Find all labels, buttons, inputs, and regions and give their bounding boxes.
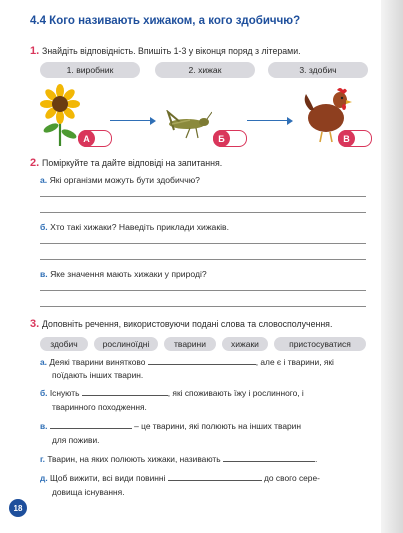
answer-box-a[interactable] xyxy=(78,130,112,147)
answer-box-b[interactable] xyxy=(213,130,247,147)
answer-line[interactable] xyxy=(40,212,366,213)
sentence-e: д. Щоб вижити, всі види повинні до свого сере- xyxy=(40,473,320,483)
sentence-b-cont: тваринного походження. xyxy=(52,402,147,412)
word-pill: тварини xyxy=(164,337,216,351)
blank-field[interactable] xyxy=(50,421,132,429)
blank-field[interactable] xyxy=(82,388,168,396)
sentence-a: а. Деякі тварини винятково , але є і тварини, які xyxy=(40,357,334,367)
section-title: 4.4 Кого називають хижаком, а кого здобиччю? xyxy=(30,15,301,27)
sentence-e-cont: довища існування. xyxy=(52,487,125,497)
task-3-number: 3. xyxy=(30,318,40,330)
task-1-instruction: Знайдіть відповідність. Впишіть 1-3 у віконця поряд з літерами. xyxy=(42,46,301,56)
sunflower-image xyxy=(38,84,82,146)
letter-a: А xyxy=(78,130,95,147)
task-1-number: 1. xyxy=(30,45,40,57)
word-pill: рослиноїдні xyxy=(94,337,158,351)
answer-line[interactable] xyxy=(40,290,366,291)
letter-c: В xyxy=(338,130,355,147)
word-pill: пристосуватися xyxy=(274,337,366,351)
word-pill: здобич xyxy=(40,337,88,351)
page-edge xyxy=(381,0,403,533)
option-predator: 2. хижак xyxy=(155,62,255,78)
answer-line[interactable] xyxy=(40,243,366,244)
sentence-d: г. Тварин, на яких полюють хижаки, називають . xyxy=(40,454,318,464)
option-prey: 3. здобич xyxy=(268,62,368,78)
sentence-b: б. Існують , які споживають їжу і рослинного, і xyxy=(40,388,304,398)
blank-field[interactable] xyxy=(168,473,262,481)
sentence-c-cont: для поживи. xyxy=(52,435,100,445)
question-b: б. Хто такі хижаки? Наведіть приклади хижаків. xyxy=(40,222,229,232)
blank-field[interactable] xyxy=(223,454,315,462)
sentence-a-cont: поїдають інших тварин. xyxy=(52,370,144,380)
answer-line[interactable] xyxy=(40,196,366,197)
task-2-instruction: Поміркуйте та дайте відповіді на запитання. xyxy=(42,158,223,168)
arrow-icon xyxy=(110,120,154,121)
answer-line[interactable] xyxy=(40,306,366,307)
grasshopper-image xyxy=(160,110,212,140)
option-row xyxy=(40,62,368,78)
sentence-c: в. – це тварини, які полюють на інших тварин xyxy=(40,421,301,431)
word-pill: хижаки xyxy=(222,337,268,351)
letter-b: Б xyxy=(213,130,230,147)
arrow-icon xyxy=(247,120,291,121)
answer-box-c[interactable] xyxy=(338,130,372,147)
question-c: в. Яке значення мають хижаки у природі? xyxy=(40,269,207,279)
option-producer: 1. виробник xyxy=(40,62,140,78)
task-3-instruction: Доповніть речення, використовуючи подані слова та словосполучення. xyxy=(42,319,333,329)
question-a: а. Які організми можуть бути здобиччю? xyxy=(40,175,200,185)
page-number: 18 xyxy=(9,499,27,517)
answer-line[interactable] xyxy=(40,259,366,260)
task-2-number: 2. xyxy=(30,157,40,169)
blank-field[interactable] xyxy=(148,357,256,365)
